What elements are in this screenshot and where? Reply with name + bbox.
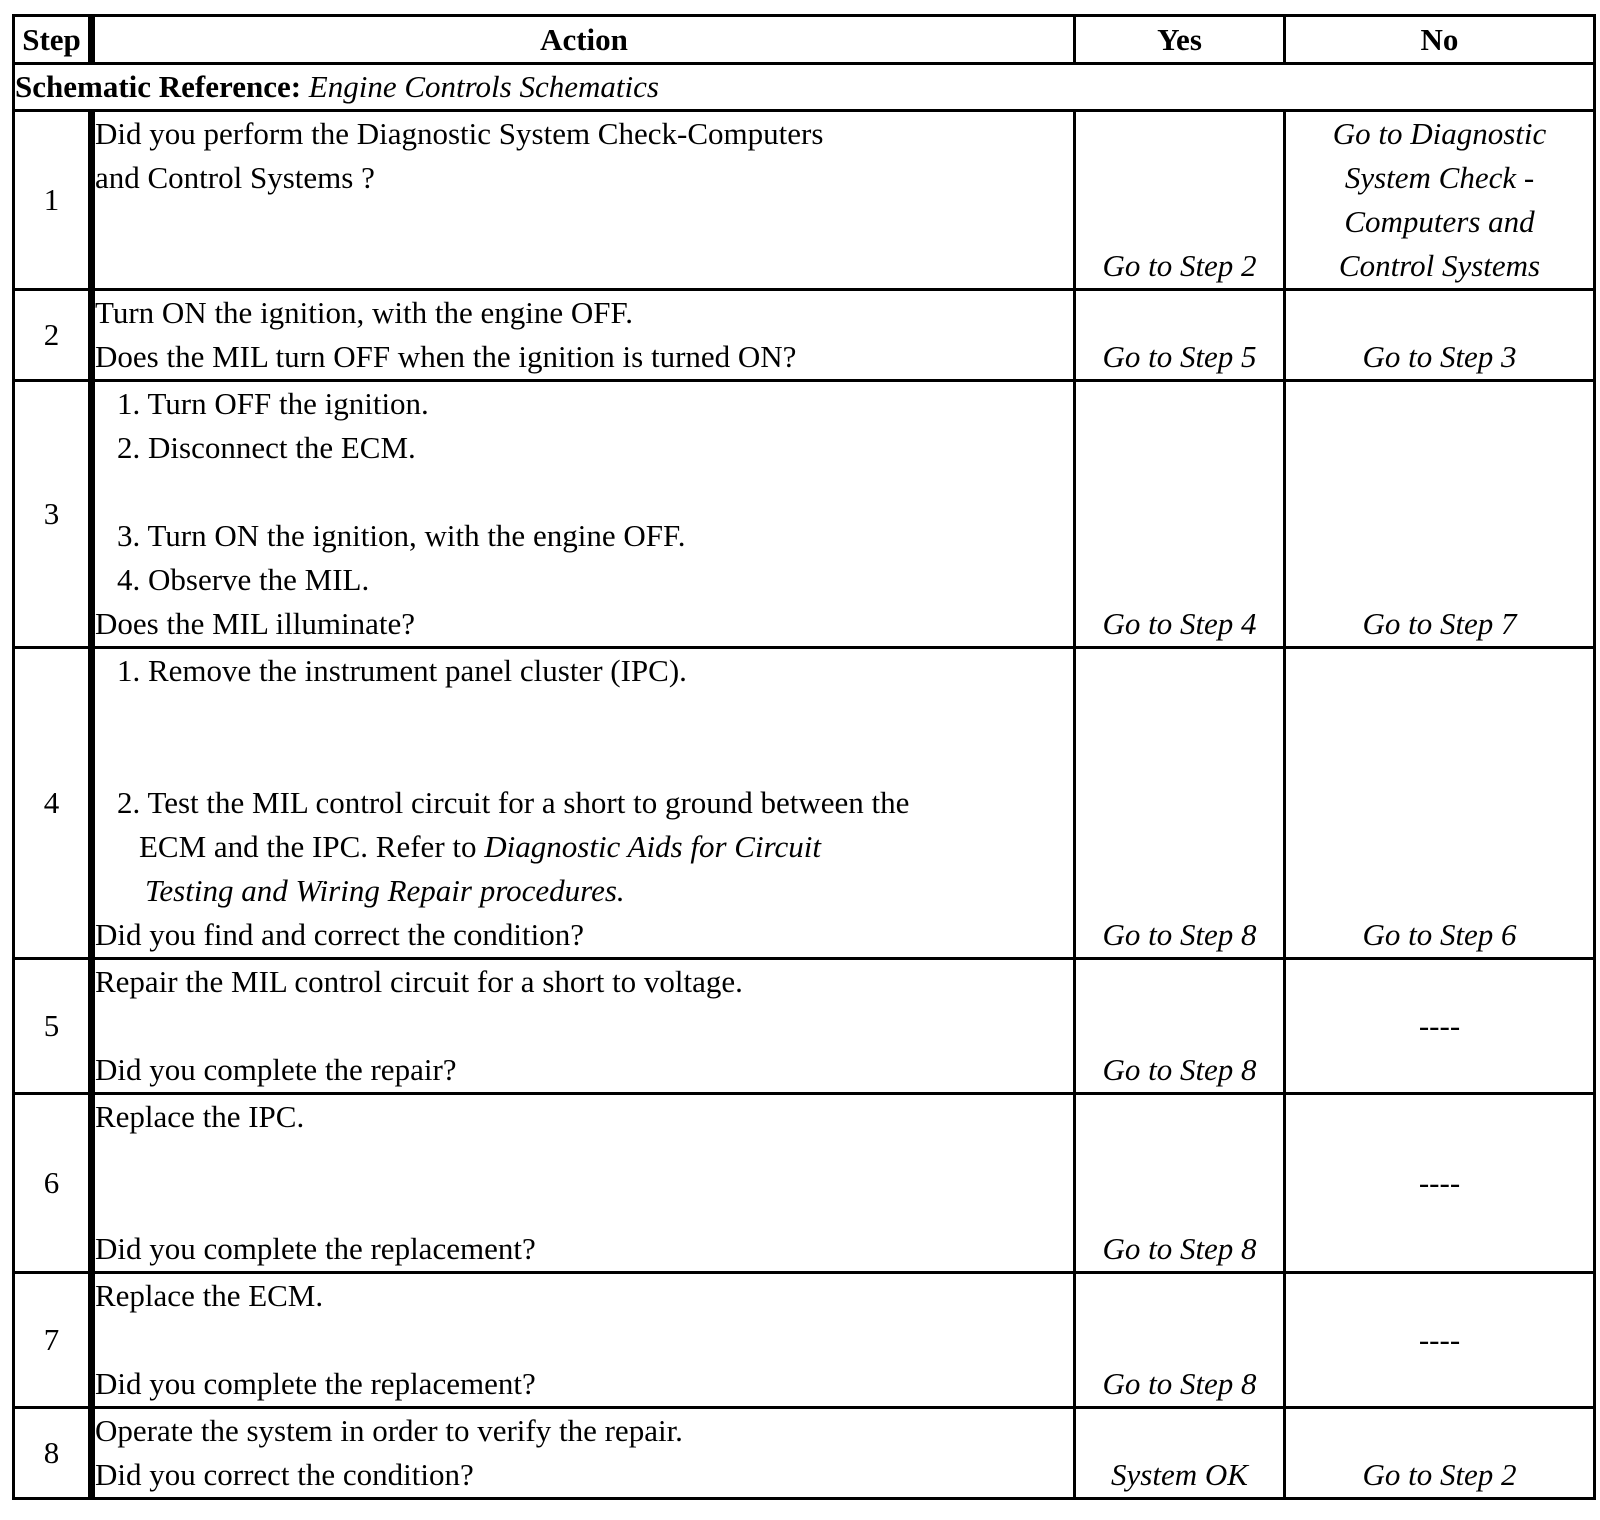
action-line: Did you complete the repair? <box>95 1052 457 1087</box>
action-line: 4. Observe the MIL. <box>117 562 370 597</box>
action-line: 1. Turn OFF the ignition. <box>117 386 429 421</box>
action-cell <box>92 290 1075 381</box>
action-text: ECM and the IPC. Refer to <box>139 829 485 864</box>
header-step: Step <box>14 16 92 64</box>
action-cell <box>92 381 1075 648</box>
action-line: and Control Systems ? <box>95 160 375 195</box>
action-line: Repair the MIL control circuit for a short to voltage. <box>95 964 743 999</box>
no-link[interactable]: Go to Step 6 <box>1285 648 1595 959</box>
action-line: Does the MIL turn OFF when the ignition is turned ON? <box>95 339 797 374</box>
action-cell <box>92 959 1075 1094</box>
yes-link[interactable]: Go to Step 5 <box>1075 290 1285 381</box>
schematic-reference-row <box>14 64 1595 111</box>
table-row <box>14 1408 1595 1499</box>
schematic-reference <box>14 64 1595 111</box>
schematic-label: Schematic Reference: <box>15 69 302 104</box>
step-number: 2 <box>14 290 92 381</box>
schematic-link[interactable]: Engine Controls Schematics <box>308 69 659 104</box>
step-number: 1 <box>14 111 92 290</box>
no-link[interactable] <box>1285 111 1595 290</box>
action-line: Replace the ECM. <box>95 1278 324 1313</box>
table-row <box>14 648 1595 959</box>
action-line: Replace the IPC. <box>95 1099 305 1134</box>
action-line: 3. Turn ON the ignition, with the engine OFF. <box>117 518 686 553</box>
no-line: Go to Diagnostic <box>1332 116 1547 151</box>
action-line: Did you perform the Diagnostic System Check-Computers <box>95 116 824 151</box>
no-value: ---- <box>1285 959 1595 1094</box>
no-value: ---- <box>1285 1273 1595 1408</box>
action-line: Did you find and correct the condition? <box>95 917 584 952</box>
action-cell <box>92 111 1075 290</box>
no-link[interactable]: Go to Step 3 <box>1285 290 1595 381</box>
action-line: Did you correct the condition? <box>95 1457 474 1492</box>
action-cell <box>92 648 1075 959</box>
header-row <box>14 16 1595 64</box>
step-number: 4 <box>14 648 92 959</box>
step-number: 7 <box>14 1273 92 1408</box>
table-row <box>14 959 1595 1094</box>
step-number: 8 <box>14 1408 92 1499</box>
diagnostic-table <box>12 14 1596 1500</box>
header-yes: Yes <box>1075 16 1285 64</box>
table-row <box>14 381 1595 648</box>
table-row <box>14 1273 1595 1408</box>
action-line: Did you complete the replacement? <box>95 1231 536 1266</box>
no-line: Computers and <box>1344 204 1535 239</box>
table-row <box>14 1094 1595 1273</box>
action-line: 1. Remove the instrument panel cluster (IPC). <box>117 653 687 688</box>
no-link[interactable]: Go to Step 7 <box>1285 381 1595 648</box>
header-action: Action <box>92 16 1075 64</box>
yes-link[interactable]: Go to Step 8 <box>1075 959 1285 1094</box>
yes-link[interactable]: Go to Step 2 <box>1075 111 1285 290</box>
action-line: Did you complete the replacement? <box>95 1366 536 1401</box>
yes-link[interactable]: Go to Step 8 <box>1075 648 1285 959</box>
action-cell <box>92 1273 1075 1408</box>
action-line: Turn ON the ignition, with the engine OFF. <box>95 295 634 330</box>
table-row <box>14 290 1595 381</box>
action-line: Does the MIL illuminate? <box>95 606 415 641</box>
header-no: No <box>1285 16 1595 64</box>
action-cell <box>92 1094 1075 1273</box>
step-number: 3 <box>14 381 92 648</box>
no-link[interactable]: Go to Step 2 <box>1285 1408 1595 1499</box>
action-line: Operate the system in order to verify the repair. <box>95 1413 683 1448</box>
action-line: 2. Test the MIL control circuit for a short to ground between the <box>117 785 910 820</box>
yes-link[interactable]: Go to Step 8 <box>1075 1273 1285 1408</box>
no-value: ---- <box>1285 1094 1595 1273</box>
action-line: 2. Disconnect the ECM. <box>117 430 416 465</box>
step-number: 6 <box>14 1094 92 1273</box>
yes-link[interactable]: Go to Step 8 <box>1075 1094 1285 1273</box>
no-line: System Check - <box>1344 160 1535 195</box>
action-cell <box>92 1408 1075 1499</box>
step-number: 5 <box>14 959 92 1094</box>
diagnostic-aids-link-cont[interactable]: Testing and Wiring Repair procedures. <box>145 873 625 908</box>
no-line: Control Systems <box>1338 248 1541 283</box>
yes-value: System OK <box>1075 1408 1285 1499</box>
diagnostic-aids-link[interactable]: Diagnostic Aids for Circuit <box>484 829 821 864</box>
table-row <box>14 111 1595 290</box>
yes-link[interactable]: Go to Step 4 <box>1075 381 1285 648</box>
action-line <box>95 825 1073 869</box>
